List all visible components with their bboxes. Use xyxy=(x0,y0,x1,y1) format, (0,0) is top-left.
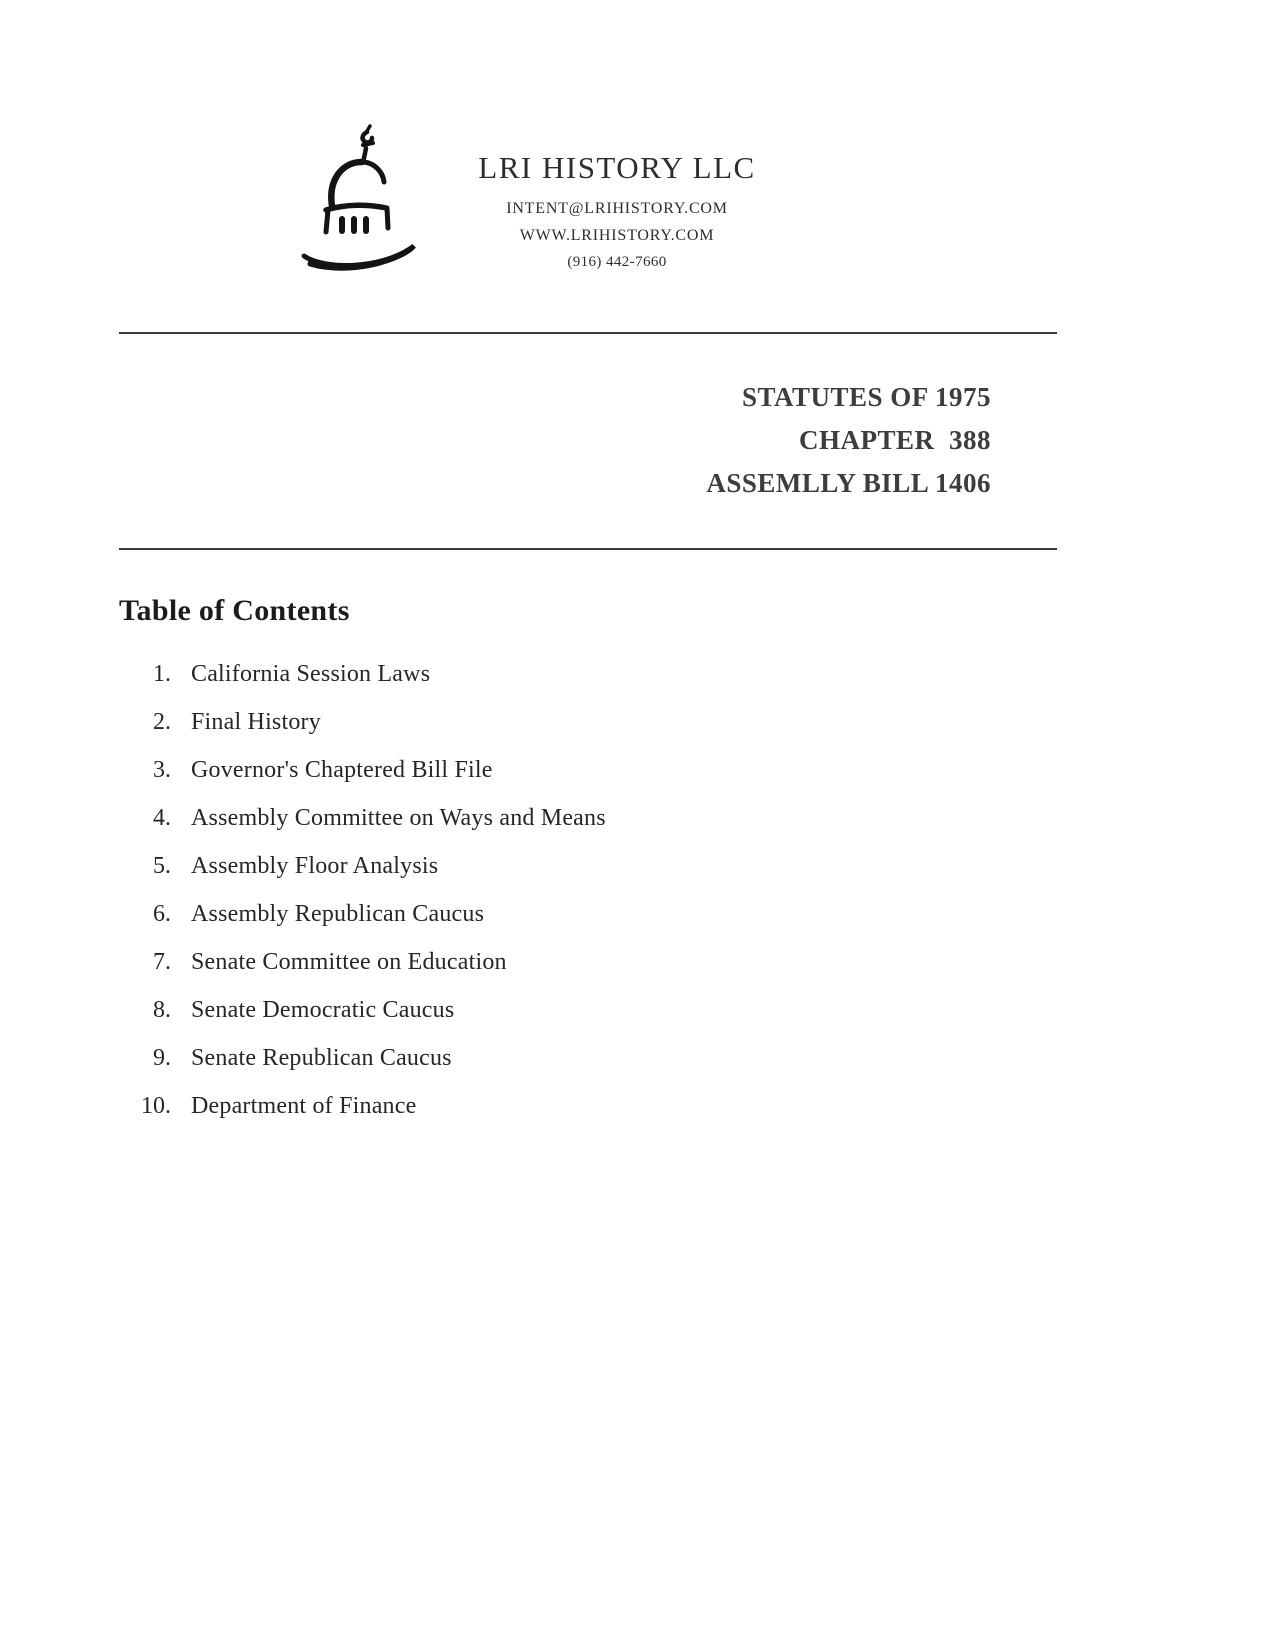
toc-item-label: Senate Republican Caucus xyxy=(191,1044,452,1071)
toc-item xyxy=(119,806,1276,830)
toc-item-label: Assembly Floor Analysis xyxy=(191,852,439,879)
company-phone: (916) 442-7660 xyxy=(567,254,667,270)
letterhead xyxy=(0,0,1276,288)
toc-item-number: 9. xyxy=(153,1044,171,1071)
letterhead-text xyxy=(472,118,762,280)
toc-item-number: 4. xyxy=(153,804,171,831)
statute-title-block xyxy=(0,376,1057,506)
toc-item xyxy=(119,1046,1276,1070)
statutes-year-line: STATUTES OF 1975 xyxy=(741,382,991,412)
capitol-dome-logo-icon xyxy=(290,118,440,288)
toc-item-label: Final History xyxy=(191,708,321,735)
toc-item-label: Assembly Republican Caucus xyxy=(191,900,485,927)
toc-heading: Table of Contents xyxy=(119,593,350,627)
toc-item-label: Senate Democratic Caucus xyxy=(191,996,455,1023)
toc-item-label: Department of Finance xyxy=(191,1092,417,1119)
toc-item-number: 1. xyxy=(153,660,171,687)
toc-item-number: 10. xyxy=(141,1092,171,1119)
toc-item-number: 7. xyxy=(153,948,171,975)
toc-item xyxy=(119,902,1276,926)
toc-item xyxy=(119,710,1276,734)
toc-item xyxy=(119,998,1276,1022)
toc-item xyxy=(119,950,1276,974)
toc-item-number: 6. xyxy=(153,900,171,927)
toc-item-number: 8. xyxy=(153,996,171,1023)
toc-item xyxy=(119,854,1276,878)
horizontal-rule-top xyxy=(119,332,1057,334)
toc-item-label: Governor's Chaptered Bill File xyxy=(191,756,493,783)
toc-item-number: 5. xyxy=(153,852,171,879)
table-of-contents xyxy=(119,594,1276,1118)
toc-item-label: Assembly Committee on Ways and Means xyxy=(191,804,606,831)
toc-item-label: California Session Laws xyxy=(191,660,431,687)
company-website: WWW.LRIHISTORY.COM xyxy=(519,227,715,244)
toc-item-label: Senate Committee on Education xyxy=(191,948,507,975)
toc-item-number: 2. xyxy=(153,708,171,735)
toc-item-number: 3. xyxy=(153,756,171,783)
toc-item xyxy=(119,758,1276,782)
horizontal-rule-bottom xyxy=(119,548,1057,550)
company-email: INTENT@LRIHISTORY.COM xyxy=(506,200,728,217)
toc-item xyxy=(119,662,1276,686)
assembly-bill-line: ASSEMLLY BILL 1406 xyxy=(706,468,991,499)
toc-item xyxy=(119,1094,1276,1118)
chapter-line: CHAPTER 388 xyxy=(798,425,991,456)
company-name: LRI HISTORY LLC xyxy=(478,150,756,185)
